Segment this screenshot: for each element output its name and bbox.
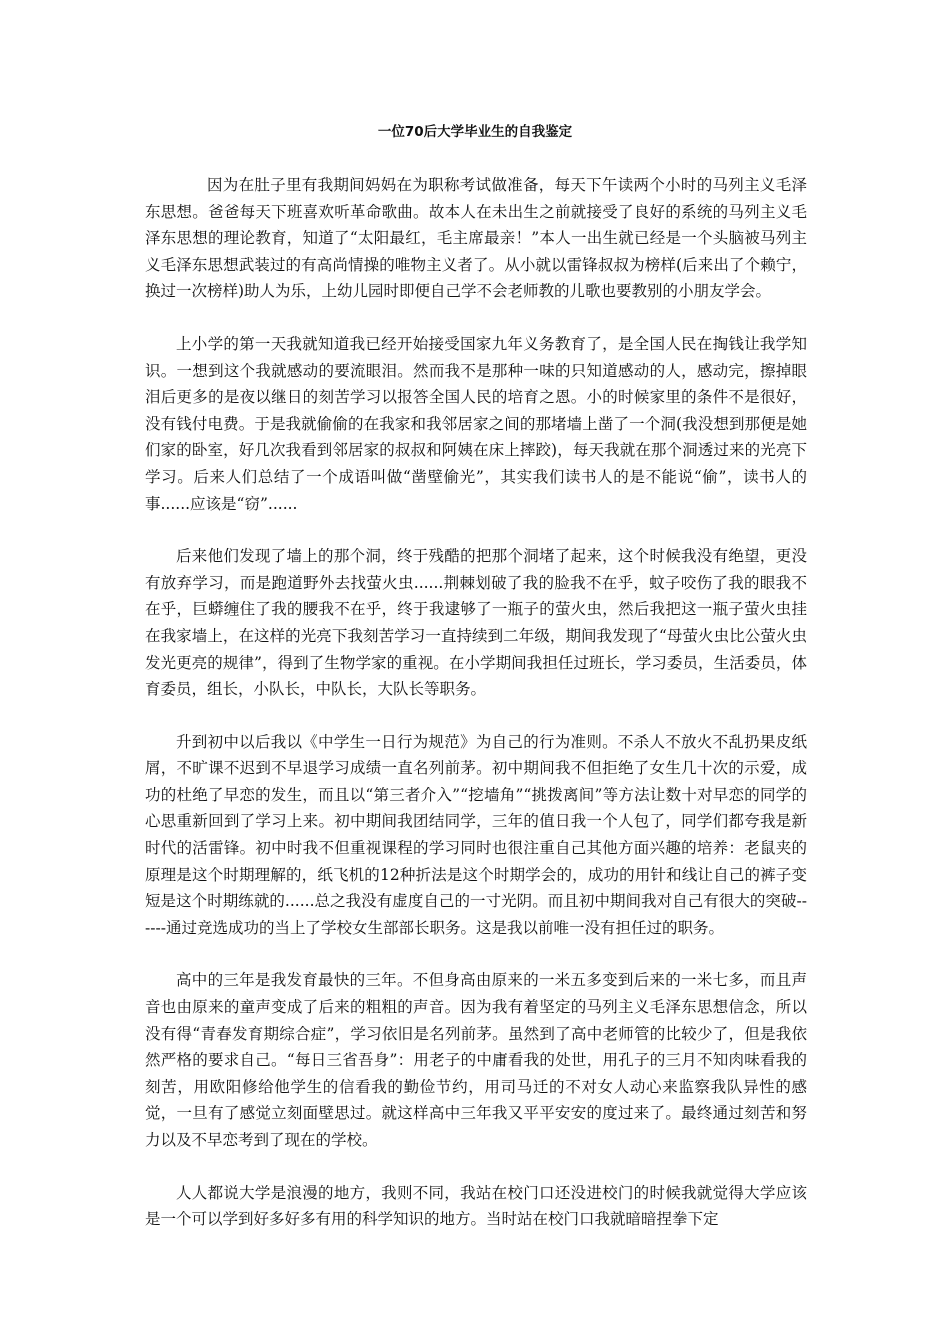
paragraph-gap [145, 305, 807, 331]
paragraph-university: 人人都说大学是浪漫的地方，我则不同，我站在校门口还没进校门的时候我就觉得大学应该是一个可以学到好多好多有用的科学知识的地方。当时站在校门口我就暗暗捏拳下定 [145, 1183, 807, 1229]
paragraph-primary-school: 上小学的第一天我就知道我已经开始接受国家九年义务教育了，是全国人民在掏钱让我学知识。一想到这个我就感动的要流眼泪。然而我不是那种一味的只知道感动的人，感动完，擦掉眼泪后更多的是夜以继日的刻苦学习以报答全国人民的培育之恩。小的时候家里的条件不是很好，没有钱付电费。于是我就偷偷的在我家和我邻居家之间的那堵墙上凿了一个洞(我没想到那便是她们家的卧室，好几次我看到邻居家的叔叔和阿姨在床上摔跤)，每天我就在那个洞透过来的光亮下学习。后来人们总结了一个成语叫做“凿壁偷光”，其实我们读书人的是不能说“偷”，读书人的事......应该是“窃”...... [145, 334, 807, 513]
document-body [145, 172, 807, 1233]
paragraph-fireflies: 后来他们发现了墙上的那个洞，终于残酷的把那个洞堵了起来，这个时候我没有绝望，更没有放弃学习，而是跑道野外去找萤火虫......荆棘划破了我的脸我不在乎，蚊子咬伤了我的眼我不在乎，巨蟒缠住了我的腰我不在乎，终于我逮够了一瓶子的萤火虫，然后我把这一瓶子萤火虫挂在我家墙上，在这样的光亮下我刻苦学习一直持续到二年级，期间我发现了“母萤火虫比公萤火虫发光更亮的规律”，得到了生物学家的重视。在小学期间我担任过班长，学习委员，生活委员，体育委员，组长，小队长，中队长，大队长等职务。 [145, 547, 807, 699]
paragraph-senior-high: 高中的三年是我发育最快的三年。不但身高由原来的一米五多变到后来的一米七多，而且声音也由原来的童声变成了后来的粗粗的声音。因为我有着坚定的马列主义毛泽东思想信念，所以没有得“青春发育期综合症”，学习依旧是名列前茅。虽然到了高中老师管的比较少了，但是我依然严格的要求自己。“每日三省吾身”：用老子的中庸看我的处世，用孔子的三月不知肉味看我的刻苦，用欧阳修给他学生的信看我的勤俭节约，用司马迁的不对女人动心来监察我队异性的感觉，一旦有了感觉立刻面壁思过。就这样高中三年我又平平安安的度过来了。最终通过刻苦和努力以及不早恋考到了现在的学校。 [145, 971, 807, 1149]
paragraph-gap [145, 1154, 807, 1180]
paragraph-gap [145, 703, 807, 729]
paragraph-junior-high: 升到初中以后我以《中学生一日行为规范》为自己的行为准则。不杀人不放火不乱扔果皮纸屑，不旷课不迟到不早退学习成绩一直名列前茅。初中期间我不但拒绝了女生几十次的示爱，成功的杜绝了早恋的发生，而且以“第三者介入”“挖墙角”“挑拨离间”等方法让数十对早恋的同学的心思重新回到了学习上来。初中期间我团结同学，三年的值日我一个人包了，同学们都夸我是新时代的活雷锋。初中时我不但重视课程的学习同时也很注重自己其他方面兴趣的培养：老鼠夹的原理是这个时期理解的，纸飞机的12种折法是这个时期学会的，成功的用针和线让自己的裤子变短是这个时期练就的......总之我没有虚度自己的一寸光阴。而且初中期间我对自己有很大的突破------通过竞选成功的当上了学校女生部部长职务。这是我以前唯一没有担任过的职务。 [145, 732, 807, 937]
document-title: 一位70后大学毕业生的自我鉴定 [377, 124, 573, 140]
paragraph-prenatal: 因为在肚子里有我期间妈妈在为职称考试做准备，每天下午读两个小时的马列主义毛泽东思想。爸爸每天下班喜欢听革命歌曲。故本人在未出生之前就接受了良好的系统的马列主义毛泽东思想的理论教育，知道了“太阳最红，毛主席最亲！”本人一出生就已经是一个头脑被马列主义毛泽东思想武装过的有高尚情操的唯物主义者了。从小就以雷锋叔叔为榜样(后来出了个赖宁，换过一次榜样)助人为乐，上幼儿园时即便自己学不会老师教的儿歌也要教别的小朋友学会。 [145, 176, 807, 301]
paragraph-gap [145, 941, 807, 967]
paragraph-gap [145, 517, 807, 543]
